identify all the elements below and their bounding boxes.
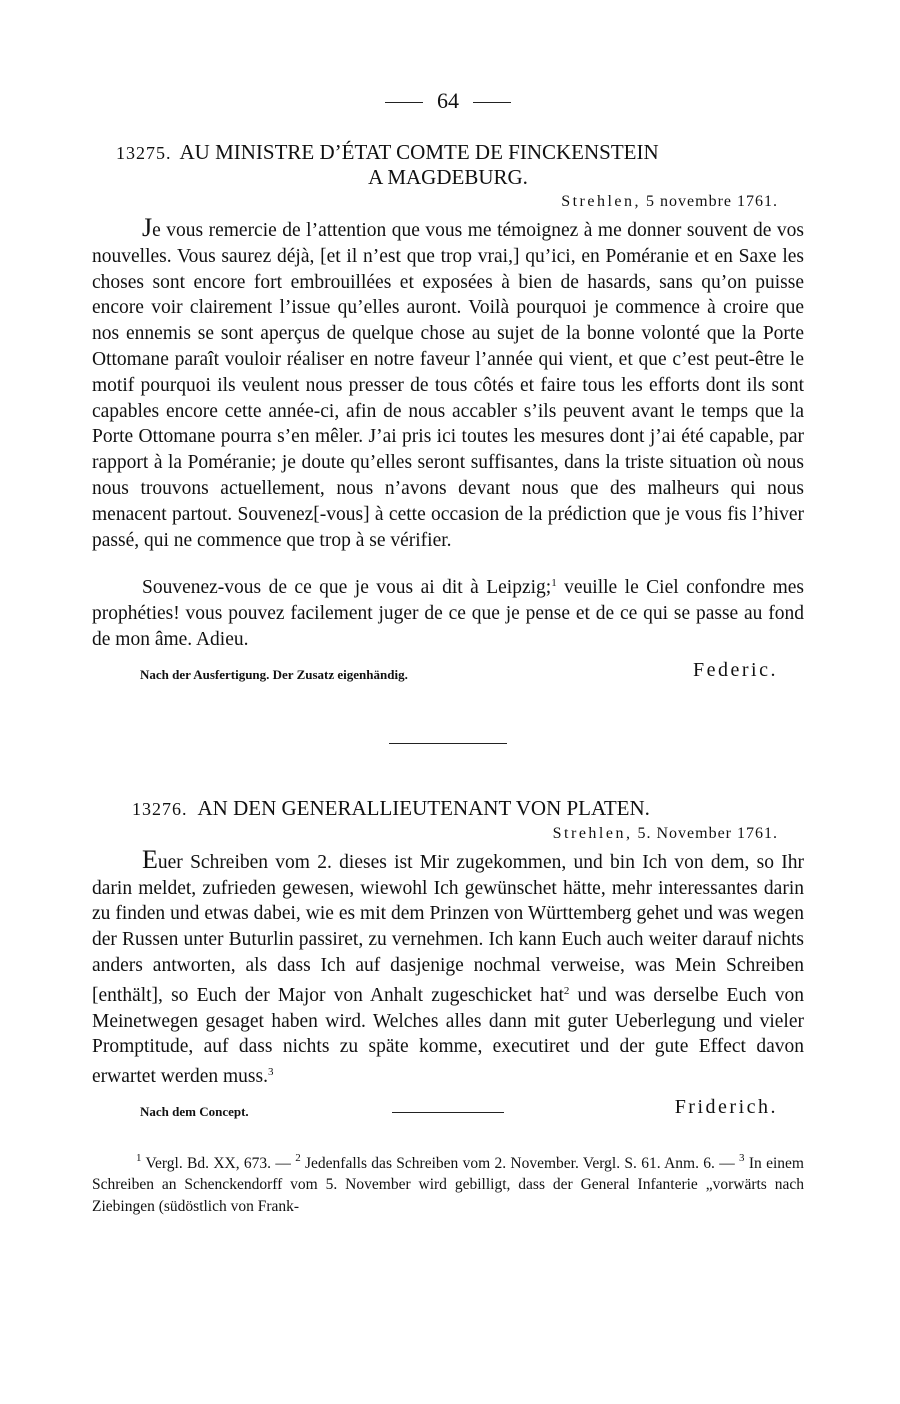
letter-1-title-line1: AU MINISTRE D’ÉTAT COMTE DE FINCKENSTEIN xyxy=(179,140,659,164)
letter-1-body xyxy=(92,215,804,653)
letter-1-heading xyxy=(92,140,804,189)
letter-1-place: Strehlen, xyxy=(561,193,642,210)
letter-divider xyxy=(389,743,507,744)
letter-2-dateline xyxy=(92,825,804,843)
letter-1-paragraph-1 xyxy=(92,215,804,553)
letter-1-title-line2: A MAGDEBURG. xyxy=(368,165,528,189)
letter-1-initial: J xyxy=(142,213,153,242)
page-number: 64 xyxy=(437,88,459,113)
letter-1-signature: Federic. xyxy=(693,658,778,681)
page-number-row xyxy=(92,84,804,118)
letter-1-paragraph-2-a: Souvenez-vous de ce que je vous ai dit à Leipzig; xyxy=(142,577,552,599)
letter-2-source: Nach dem Concept. xyxy=(140,1103,249,1119)
letter-1-paragraph-2-b: veuille le Ciel confondre mes prophéties! vous pouvez facilement juger de ce que je pense et de ce qui se passe au fond de mon âme. Adieu. xyxy=(92,577,805,650)
letter-2-signature: Friderich. xyxy=(674,1095,778,1118)
letter-2-paragraph-1 xyxy=(92,844,804,1090)
footnote-3: In einem Schreiben an Schenckendorff vom 5. November wird gebilligt, dass der General Infanterie „vorwärts nach Ziebingen (südöstlich von Frank- xyxy=(92,1154,804,1215)
footnote-text xyxy=(92,1148,804,1218)
footnote-1-mark: 1 xyxy=(136,1151,142,1164)
footnote-2-mark: 2 xyxy=(295,1151,301,1164)
letter-1-source-row xyxy=(92,659,804,689)
letter-2-source-row xyxy=(92,1096,804,1126)
footnote-ref-1: 1 xyxy=(551,577,557,590)
footnote-3-mark: 3 xyxy=(739,1151,745,1164)
letter-2-paragraph-1-b: und was derselbe Euch von Meinetwegen gesaget haben wird. Welches alles dann mit guter Ueberlegung und vieler Promptitude, auf dass nichts zu späte komme, executiret und der gute Effect davon erwartet werden muss. xyxy=(92,984,804,1088)
footnote-ref-2: 2 xyxy=(563,984,570,997)
footnote-2: Jedenfalls das Schreiben vom 2. November. Vergl. S. 61. Anm. 6. — xyxy=(300,1154,740,1172)
letter-2-date: 5. November 1761. xyxy=(637,824,778,842)
footnote-rule xyxy=(392,1112,504,1113)
footnote-ref-3: 3 xyxy=(267,1066,274,1079)
dash-right xyxy=(473,102,511,103)
letter-1-paragraph-2 xyxy=(92,571,804,652)
letter-2-title: AN DEN GENERALLIEUTENANT VON PLATEN. xyxy=(197,795,650,820)
page xyxy=(92,84,804,1217)
letter-2-heading xyxy=(92,796,804,821)
footnote-1: Vergl. Bd. XX, 673. — xyxy=(141,1154,296,1172)
letter-1-source: Nach der Ausfertigung. Der Zusatz eigenhändig. xyxy=(140,666,408,682)
letter-1-date: 5 novembre 1761. xyxy=(646,193,778,210)
letter-2-initial: E xyxy=(142,844,158,874)
letter-1-dateline xyxy=(92,193,804,211)
dash-left xyxy=(385,102,423,103)
letter-1-number: 13275. xyxy=(116,143,172,163)
letter-2-number: 13276. xyxy=(132,798,188,819)
letter-1-paragraph-1-text: e vous remercie de l’attention que vous me témoignez à me donner souvent de vos nouvelles. Vous saurez déjà, [et il n’est que trop vrai,] qu’ici, en Poméranie et en Saxe les choses sont encore fort embrouillées et exposées à bien de hasards, sans qu’on puisse encore voir clairement l’issue qu’elles auront. Voilà pourquoi je commence à croire que nos ennemis se sont aperçus de quelque chose au sujet de la bonne volonté que la Porte Ottomane paraît vouloir réaliser en notre faveur l’année qui vient, et que c’est peut-être le motif pourquoi ils veulent nous presser de tous côtés et faire tous les efforts dont ils sont capables encore cette année-ci, afin de nous accabler s’ils peuvent avant le temps que la Porte Ottomane pourra s’en mêler. J’ai pris ici toutes les mesures dont j’ai été capable, par rapport à la Poméranie; je doute qu’elles seront suffisantes, dans la triste situation où nous nous trouvons actuellement, nous n’avons devant nous que des malheurs qui nous menacent partout. Souvenez[-vous] à cette occasion de la prédiction que je vous fis l’hiver passé, qui ne commence que trop à se vérifier. xyxy=(92,220,804,551)
letter-2-paragraph-1-a: uer Schreiben vom 2. dieses ist Mir zugekommen, und bin Ich von dem, so Ihr darin meldet, zufrieden gewesen, wiewohl Ich gewünschet hätte, mehr interessantes darin zu finden und etwas dabei, wie es mit dem Prinzen von Württemberg gehet und was wegen der Russen unter Buturlin passiret, zu vernehmen. Ich kann Euch auch weiter darauf nichts anders antworten, als dass Ich auf dasjenige nochmal verweise, was Mein Schreiben [enthält], so Euch der Major von Anhalt zugeschicket hat xyxy=(92,851,804,1006)
footnotes xyxy=(92,1148,804,1218)
letter-2-place: Strehlen, xyxy=(552,824,633,842)
letter-2-body xyxy=(92,844,804,1090)
